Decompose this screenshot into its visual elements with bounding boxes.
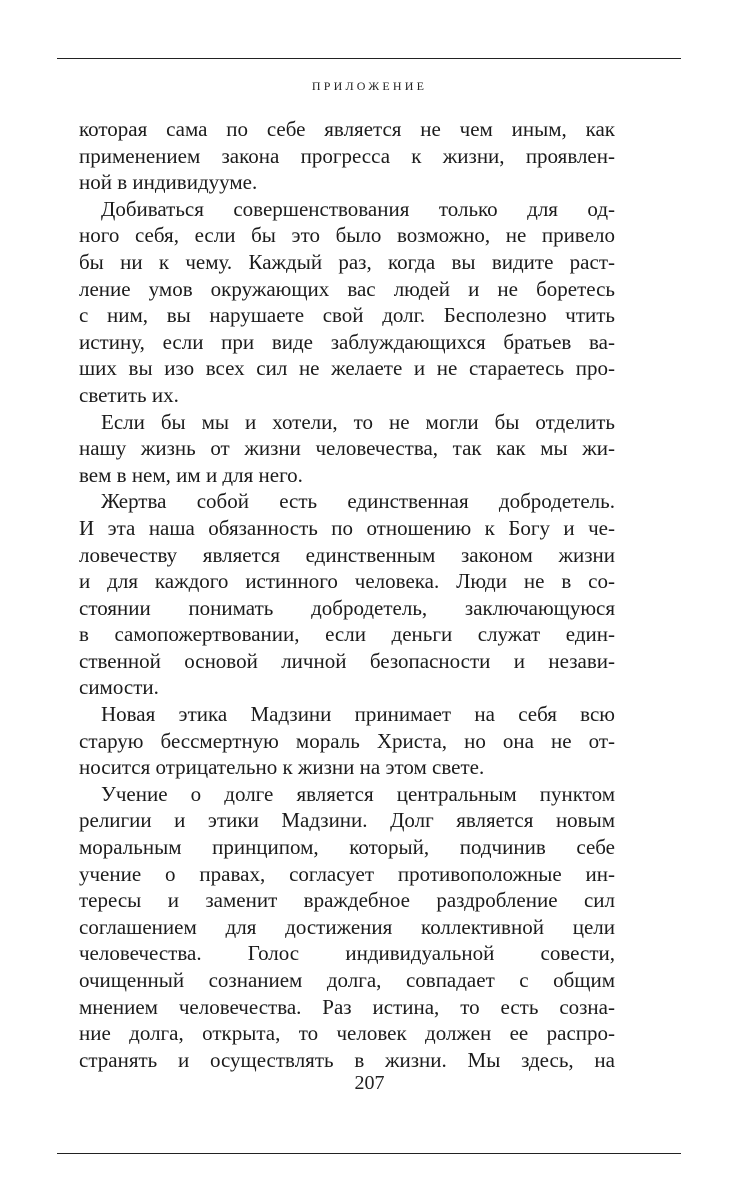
paragraph xyxy=(79,488,615,701)
paragraph xyxy=(79,409,615,489)
text-line: очищенный сознанием долга, совпадает с общим xyxy=(79,968,615,992)
top-rule xyxy=(57,58,681,59)
text-line: ших вы изо всех сил не желаете и не стараетесь про- xyxy=(79,356,615,381)
text-line: ловечеству является единственным законом жизни xyxy=(79,542,615,567)
text-line: нашу жизнь от жизни человечества, так как мы жи- xyxy=(79,436,615,461)
text-line: в самопожертвовании, если деньги служат един- xyxy=(79,622,615,647)
paragraph xyxy=(79,116,615,196)
running-head: ПРИЛОЖЕНИЕ xyxy=(311,79,428,93)
text-line: мнением человечества. Раз истина, то есть созна- xyxy=(79,994,615,1019)
text-line: Добиваться совершенствования только для од- xyxy=(101,196,615,221)
text-line: тересы и заменит враждебное раздробление сил xyxy=(79,888,615,913)
text-line: симости. xyxy=(79,675,159,700)
text-line: бы ни к чему. Каждый раз, когда вы видите раст- xyxy=(79,249,615,274)
text-line: старую бессмертную мораль Христа, но она не от- xyxy=(79,728,615,753)
text-line: стоянии понимать добродетель, заключающуюся xyxy=(79,595,615,620)
text-line: ной в индивидууме. xyxy=(79,170,258,195)
text-line: ного себя, если бы это было возможно, не привело xyxy=(79,223,615,248)
text-line: Жертва собой есть единственная добродетель. xyxy=(101,489,615,514)
text-line: с ним, вы нарушаете свой долг. Бесполезно чтить xyxy=(79,303,615,328)
text-line: которая сама по себе является не чем иным, как xyxy=(79,117,615,141)
text-line: И эта наша обязанность по отношению к Богу и че- xyxy=(79,515,615,540)
bottom-rule xyxy=(57,1153,681,1154)
text-line: учение о правах, согласует противоположные ин- xyxy=(79,861,615,886)
body-text xyxy=(79,116,615,1073)
text-line: религии и этики Мадзини. Долг является новым xyxy=(79,808,615,833)
paragraph xyxy=(79,701,615,781)
text-line: Учение о долге является центральным пунктом xyxy=(101,781,615,806)
text-line: носится отрицательно к жизни на этом свете. xyxy=(79,755,485,780)
text-line: применением закона прогресса к жизни, проявлен- xyxy=(79,143,615,168)
text-line: ственной основой личной безопасности и незави- xyxy=(79,648,615,673)
paragraph xyxy=(79,196,615,409)
text-line: странять и осуществлять в жизни. Мы здесь, на xyxy=(79,1047,615,1072)
text-line: Новая этика Мадзини принимает на себя всю xyxy=(101,702,615,727)
text-line: и для каждого истинного человека. Люди не в со- xyxy=(79,569,615,594)
text-line: истину, если при виде заблуждающихся братьев ва- xyxy=(79,329,615,354)
text-line: Если бы мы и хотели, то не могли бы отделить xyxy=(101,409,615,434)
text-line: ние долга, открыта, то человек должен ее распро- xyxy=(79,1021,615,1046)
text-line: моральным принципом, который, подчинив себе xyxy=(79,835,615,860)
text-line: ление умов окружающих вас людей и не боретесь xyxy=(79,276,615,301)
text-line: вем в нем, им и для него. xyxy=(79,462,303,487)
text-line: человечества. Голос индивидуальной совести, xyxy=(79,941,615,966)
text-line: светить их. xyxy=(79,382,179,407)
text-line: соглашением для достижения коллективной цели xyxy=(79,914,615,939)
paragraph xyxy=(79,781,615,1074)
page-number: 207 xyxy=(354,1072,385,1094)
